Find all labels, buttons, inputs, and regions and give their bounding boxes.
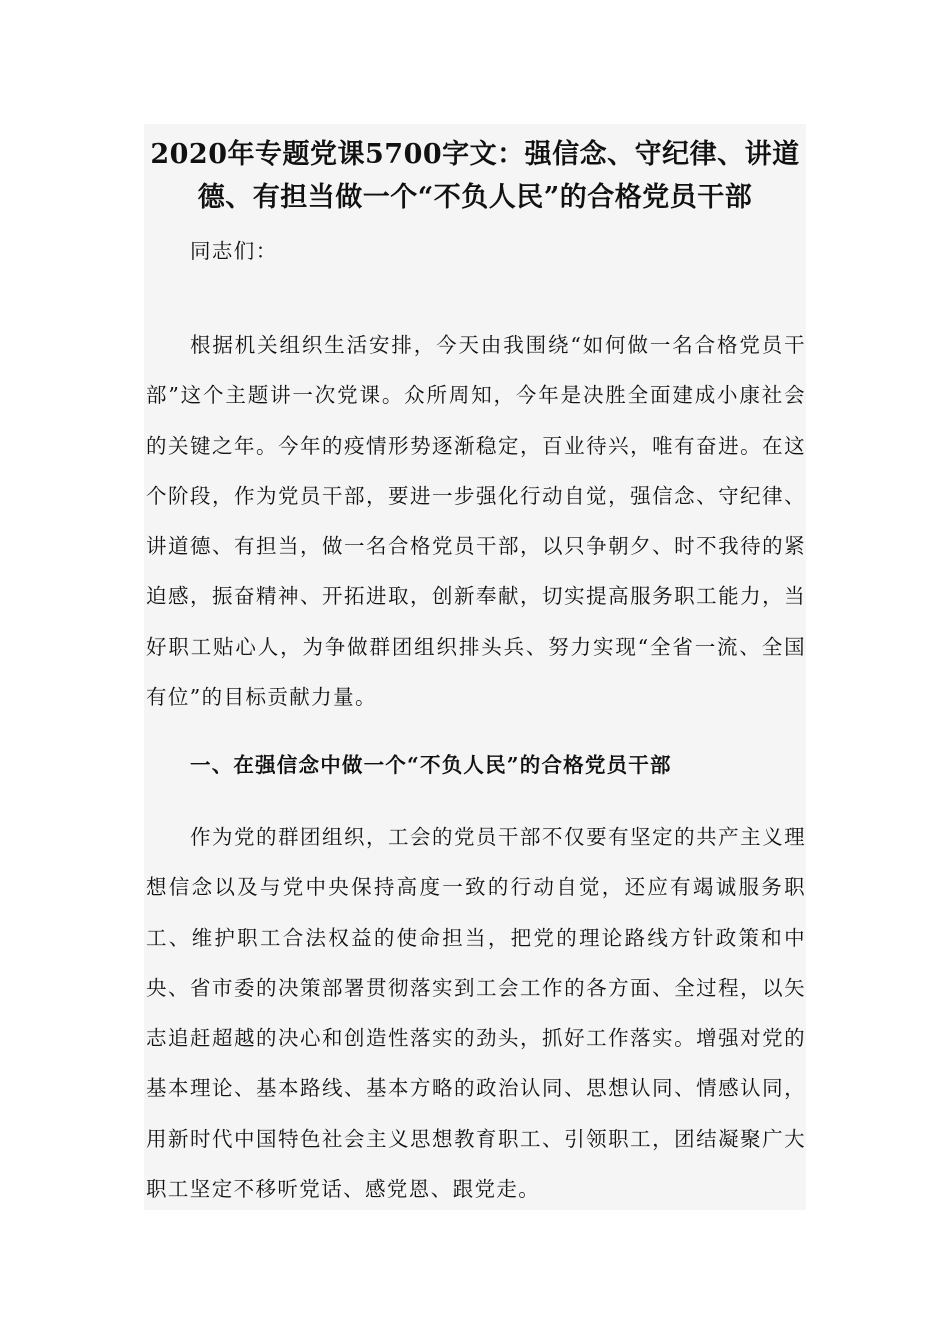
section-1-paragraph: 作为党的群团组织，工会的党员干部不仅要有坚定的共产主义理想信念以及与党中央保持高度一致的行动自觉，还应有竭诚服务职工、维护职工合法权益的使命担当，把党的理论路线方针政策和中央、省市委的决策部署贯彻落实到工会工作的各方面、全过程，以矢志追赶超越的决心和创造性落实的劲头，抓好工作落实。增强对党的基本理论、基本路线、基本方略的政治认同、思想认同、情感认同，用新时代中国特色社会主义思想教育职工、引领职工，团结凝聚广大职工坚定不移听党话、感党恩、跟党走。 <box>146 825 806 1202</box>
document-title: 2020年专题党课5700字文：强信念、守纪律、讲道德、有担当做一个“不负人民”的合格党员干部 <box>150 139 800 213</box>
intro-paragraph: 根据机关组织生活安排，今天由我围绕“如何做一名合格党员干部”这个主题讲一次党课。众所周知，今年是决胜全面建成小康社会的关键之年。今年的疫情形势逐渐稳定，百业待兴，唯有奋进。在这个阶段，作为党员干部，要进一步强化行动自觉，强信念、守纪律、讲道德、有担当，做一名合格党员干部，以只争朝夕、时不我待的紧迫感，振奋精神、开拓进取，创新奉献，切实提高服务职工能力，当好职工贴心人，为争做群团组织排头兵、努力实现“全省一流、全国有位”的目标贡献力量。 <box>146 333 806 710</box>
salutation: 同志们： <box>190 239 278 263</box>
section-1-heading: 一、在强信念中做一个“不负人民”的合格党员干部 <box>190 753 672 777</box>
